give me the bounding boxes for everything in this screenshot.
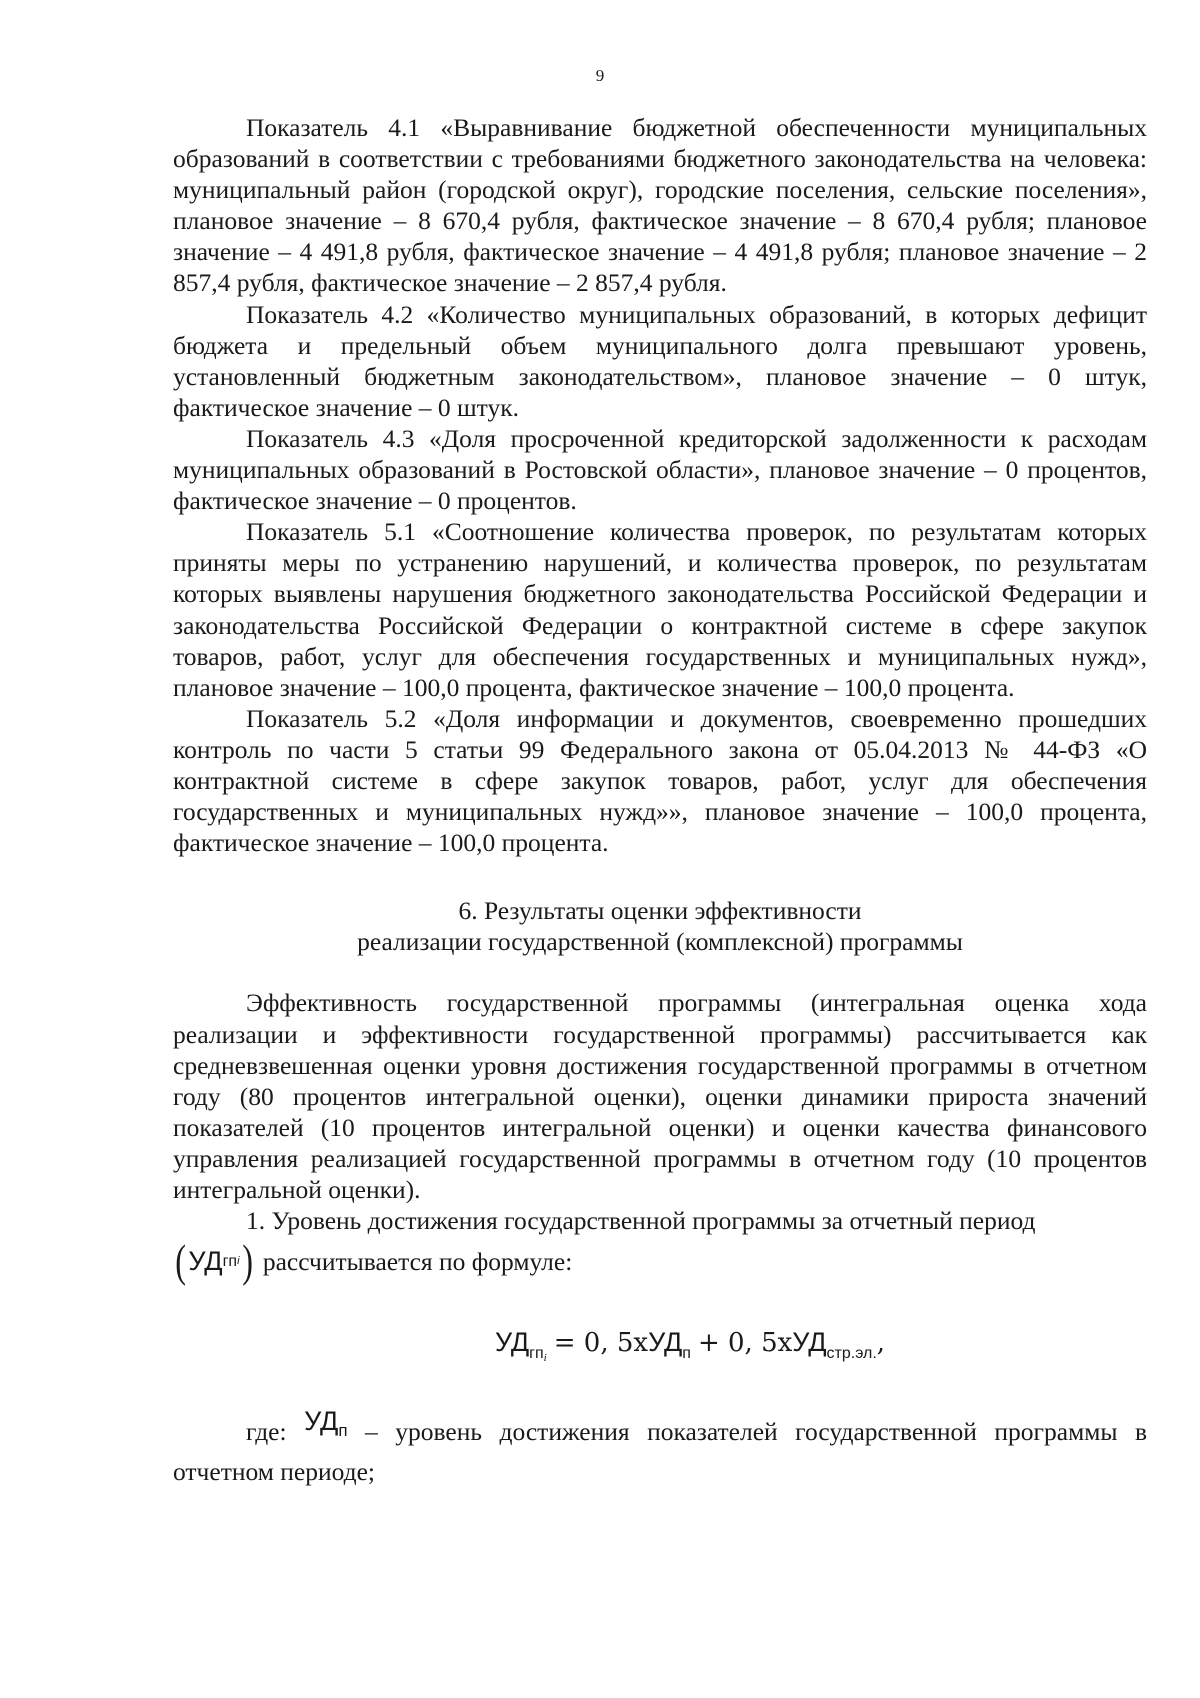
formula-term2: УД: [792, 1327, 827, 1358]
formula-term2-sub: стр.эл.: [826, 1345, 877, 1363]
document-body: [173, 112, 1147, 1487]
item-1-symbol-line: [173, 1235, 1147, 1287]
formula-lhs: УД: [494, 1327, 530, 1358]
item-1-text: 1. Уровень достижения государственной программы за отчетный период: [246, 1206, 1036, 1236]
ud-symbol-index: i: [237, 1254, 240, 1267]
where-symbol: УД: [304, 1406, 339, 1437]
page-number: 9: [595, 66, 605, 85]
where-paragraph: [173, 1406, 1148, 1487]
where-text: – уровень достижения показателей государственной программы в отчетном периоде;: [173, 1417, 1148, 1487]
formula-tail: ,: [876, 1328, 886, 1359]
formula: [173, 1322, 1147, 1378]
indicator-4-1-paragraph: Показатель 4.1 «Выравнивание бюджетной обеспеченности муниципальных образований в соответствии с требованиями бюджетного законодательства на человека: муниципальный район (городской округ), городские поселения, сельские поселения», плановое значение – 8 670,4 рубля, фактическое значение – 8 670,4 рубля; плановое значение – 4 491,8 рубля, фактическое значение – 4 491,8 рубля; плановое значение – 2 857,4 рубля, фактическое значение – 2 857,4 рубля.: [173, 113, 1147, 298]
where-symbol-sub: п: [338, 1421, 348, 1441]
close-paren: ): [241, 1235, 253, 1287]
formula-plus: + 0, 5х: [697, 1328, 793, 1359]
ud-gp-symbol: [188, 1246, 239, 1277]
formula-term1-sub: п: [682, 1345, 691, 1363]
where-prefix: где:: [246, 1417, 287, 1447]
formula-eq: = 0, 5х: [553, 1328, 649, 1359]
formula-term1: УД: [648, 1327, 683, 1358]
effectiveness-paragraph: Эффективность государственной программы (интегральная оценка хода реализации и эффективности государственной программы) рассчитывается как средневзвешенная оценки уровня достижения государственной программы в отчетном году (80 процентов интегральной оценки), оценки динамики прироста значений показателей (10 процентов интегральной оценки) и оценки качества финансового управления реализацией государственной программы в отчетном году (10 процентов интегральной оценки).: [173, 988, 1147, 1204]
formula-lhs-index: i: [543, 1352, 547, 1365]
formula-lhs-sub: гп: [529, 1345, 544, 1363]
indicator-4-3-paragraph: Показатель 4.3 «Доля просроченной кредиторской задолженности к расходам муниципальных образований в Ростовской области», плановое значение – 0 процентов, фактическое значение – 0 процентов.: [173, 423, 1147, 516]
item-1-after-symbol: рассчитывается по формуле:: [262, 1246, 573, 1276]
indicator-4-2-paragraph: Показатель 4.2 «Количество муниципальных образований, в которых дефицит бюджета и предельный объем муниципального долга превышают уровень, установленный бюджетным законодательством», плановое значение – 0 штук, фактическое значение – 0 штук.: [173, 299, 1147, 422]
indicator-5-2-paragraph: Показатель 5.2 «Доля информации и документов, своевременно прошедших контроль по части 5 статьи 99 Федерального закона от 05.04.2013 № 44-ФЗ «О контрактной системе в сфере закупок товаров, работ, услуг для обеспечения государственных и муниципальных нужд»», плановое значение – 100,0 процента, фактическое значение – 100,0 процента.: [173, 703, 1147, 858]
open-paren: (: [175, 1235, 187, 1287]
ud-symbol-sub: гп: [222, 1252, 238, 1270]
indicator-5-1-paragraph: Показатель 5.1 «Соотношение количества проверок, по результатам которых приняты меры по устранению нарушений, и количества проверок, по результатам которых выявлены нарушения бюджетного законодательства Российской Федерации и законодательства Российской Федерации о контрактной системе в сфере закупок товаров, работ, услуг для обеспечения государственных и муниципальных нужд», плановое значение – 100,0 процента, фактическое значение – 100,0 процента.: [173, 517, 1147, 702]
section-heading-line2: реализации государственной (комплексной) программы: [357, 927, 963, 957]
section-heading-line1: 6. Результаты оценки эффективности: [458, 896, 862, 926]
ud-symbol-text: УД: [188, 1245, 223, 1276]
